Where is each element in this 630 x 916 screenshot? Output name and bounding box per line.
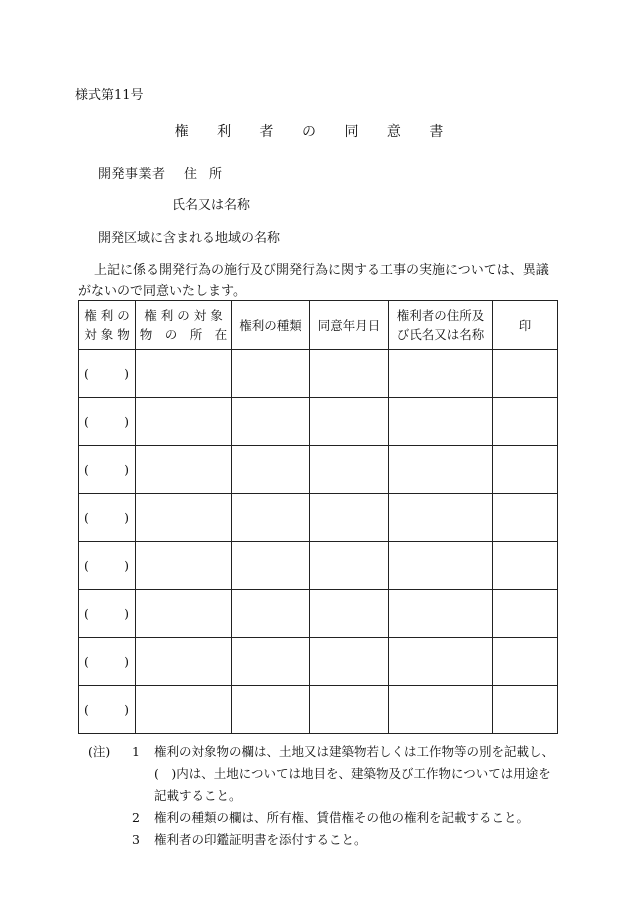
- table-row: [79, 398, 558, 446]
- empty-cell[interactable]: [493, 638, 558, 686]
- empty-cell[interactable]: [389, 494, 493, 542]
- paren-open: (: [84, 510, 89, 525]
- object-cell[interactable]: [79, 638, 136, 686]
- empty-cell[interactable]: [232, 590, 310, 638]
- empty-cell[interactable]: [136, 590, 232, 638]
- paren-close: ): [124, 510, 129, 525]
- header-line: 権利の種類: [239, 317, 302, 333]
- empty-cell[interactable]: [232, 494, 310, 542]
- object-parenthesis: [79, 702, 135, 717]
- paren-close: ): [124, 366, 129, 381]
- empty-cell[interactable]: [136, 446, 232, 494]
- object-cell[interactable]: [79, 494, 136, 542]
- empty-cell[interactable]: [493, 494, 558, 542]
- form-number: 様式第11号: [75, 88, 144, 103]
- empty-cell[interactable]: [493, 350, 558, 398]
- paren-open: (: [84, 606, 89, 621]
- object-parenthesis: [79, 654, 135, 669]
- object-cell[interactable]: [79, 446, 136, 494]
- empty-cell[interactable]: [493, 686, 558, 734]
- table-row: [79, 590, 558, 638]
- object-parenthesis: [79, 462, 135, 477]
- empty-cell[interactable]: [310, 398, 389, 446]
- empty-cell[interactable]: [232, 398, 310, 446]
- table-row: [79, 542, 558, 590]
- empty-cell[interactable]: [389, 590, 493, 638]
- empty-cell[interactable]: [493, 590, 558, 638]
- address-label-part-2: 所: [209, 167, 223, 182]
- empty-cell[interactable]: [310, 446, 389, 494]
- paren-open: (: [84, 366, 89, 381]
- note-number: 2: [132, 810, 140, 825]
- object-parenthesis: [79, 414, 135, 429]
- empty-cell[interactable]: [136, 350, 232, 398]
- object-cell[interactable]: [79, 542, 136, 590]
- empty-cell[interactable]: [136, 398, 232, 446]
- header-line: 対 象 物: [84, 327, 130, 342]
- paren-close: ): [124, 606, 129, 621]
- object-parenthesis: [79, 510, 135, 525]
- paren-close: ): [124, 414, 129, 429]
- paren-close: ): [124, 558, 129, 573]
- note-prefix: [88, 807, 132, 829]
- paren-close: ): [124, 654, 129, 669]
- object-cell[interactable]: [79, 398, 136, 446]
- note-item: [88, 829, 558, 851]
- paren-close: ): [124, 702, 129, 717]
- table-header-cell: [493, 301, 558, 350]
- table-row: [79, 494, 558, 542]
- empty-cell[interactable]: [232, 686, 310, 734]
- address-label: [184, 163, 222, 182]
- note-text: 権利者の印鑑証明書を添付すること。: [154, 832, 367, 847]
- empty-cell[interactable]: [493, 446, 558, 494]
- object-cell[interactable]: [79, 686, 136, 734]
- table-row: [79, 350, 558, 398]
- empty-cell[interactable]: [389, 638, 493, 686]
- empty-cell[interactable]: [389, 398, 493, 446]
- paren-open: (: [84, 558, 89, 573]
- empty-cell[interactable]: [232, 542, 310, 590]
- empty-cell[interactable]: [232, 638, 310, 686]
- empty-cell[interactable]: [493, 542, 558, 590]
- empty-cell[interactable]: [389, 350, 493, 398]
- document-title: 権 利 者 の 同 意 書: [174, 124, 456, 140]
- empty-cell[interactable]: [232, 446, 310, 494]
- empty-cell[interactable]: [389, 686, 493, 734]
- paren-open: (: [84, 414, 89, 429]
- empty-cell[interactable]: [310, 686, 389, 734]
- header-line: 権 利 の 対 象: [144, 308, 223, 323]
- empty-cell[interactable]: [310, 590, 389, 638]
- note-item: [88, 741, 558, 807]
- table-row: [79, 686, 558, 734]
- paren-open: (: [84, 702, 89, 717]
- empty-cell[interactable]: [136, 686, 232, 734]
- header-line: 物 の 所 在: [139, 327, 228, 342]
- paren-close: ): [124, 462, 129, 477]
- paren-open: (: [84, 654, 89, 669]
- table-row: [79, 446, 558, 494]
- empty-cell[interactable]: [310, 638, 389, 686]
- notes: [88, 741, 558, 851]
- empty-cell[interactable]: [389, 542, 493, 590]
- developer-label: 開発事業者: [98, 167, 166, 182]
- header-line: 権 利 の: [84, 308, 130, 323]
- table-header-cell: [232, 301, 310, 350]
- note-prefix: [88, 829, 132, 851]
- empty-cell[interactable]: [310, 494, 389, 542]
- note-text: 権利の対象物の欄は、土地又は建築物若しくは工作物等の別を記載し、( )内は、土地については地目を、建築物及び工作物については用途を記載すること。: [154, 744, 555, 803]
- table-header-cell: [136, 301, 232, 350]
- table-row: [79, 638, 558, 686]
- empty-cell[interactable]: [493, 398, 558, 446]
- header-line: 印: [518, 317, 532, 333]
- empty-cell[interactable]: [389, 446, 493, 494]
- empty-cell[interactable]: [310, 542, 389, 590]
- paren-open: (: [84, 462, 89, 477]
- table-header-cell: [310, 301, 389, 350]
- object-parenthesis: [79, 558, 135, 573]
- table-header-cell: [389, 301, 493, 350]
- consent-statement: 上記に係る開発行為の施行及び開発行為に関する工事の実施については、異議がないので同意いたします。: [78, 263, 549, 299]
- note-number: 1: [132, 744, 140, 759]
- empty-cell[interactable]: [310, 350, 389, 398]
- note-number: 3: [132, 832, 140, 847]
- note-prefix: (注): [88, 744, 111, 759]
- note-text: 権利の種類の欄は、所有権、賃借権その他の権利を記載すること。: [154, 810, 530, 825]
- object-cell[interactable]: [79, 350, 136, 398]
- empty-cell[interactable]: [136, 494, 232, 542]
- empty-cell[interactable]: [232, 350, 310, 398]
- table-header-row: [79, 301, 558, 350]
- address-label-part-1: 住: [184, 167, 198, 182]
- object-parenthesis: [79, 606, 135, 621]
- header-line: び氏名又は名称: [396, 327, 485, 342]
- object-cell[interactable]: [79, 590, 136, 638]
- consent-table: [78, 300, 558, 734]
- table-header-cell: [79, 301, 136, 350]
- header-line: 権利者の住所及: [396, 308, 485, 323]
- object-parenthesis: [79, 366, 135, 381]
- empty-cell[interactable]: [136, 542, 232, 590]
- name-label: 氏名又は名称: [172, 198, 251, 213]
- empty-cell[interactable]: [136, 638, 232, 686]
- header-line: 同意年月日: [317, 317, 381, 333]
- note-item: [88, 807, 558, 829]
- area-name-label: 開発区域に含まれる地域の名称: [98, 231, 281, 246]
